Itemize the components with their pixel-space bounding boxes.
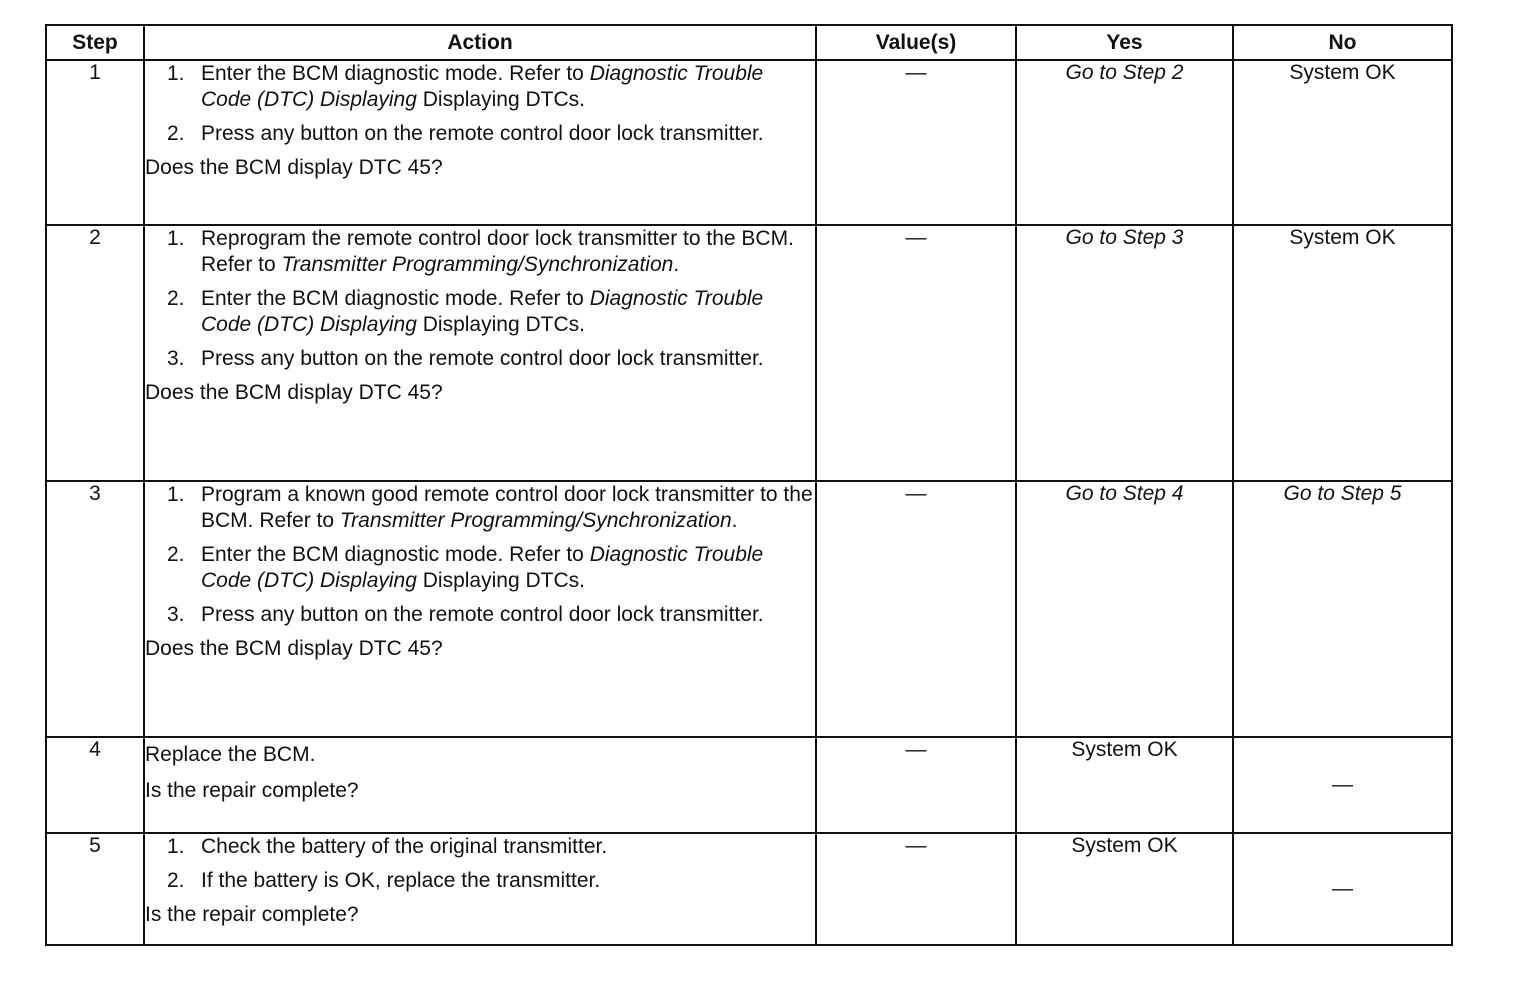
action-list bbox=[145, 482, 815, 628]
question: Is the repair complete? bbox=[145, 903, 359, 926]
action-cell bbox=[144, 737, 816, 833]
yes-cell: System OK bbox=[1016, 737, 1233, 833]
list-item: 2. Enter the BCM diagnostic mode. Refer to Diagnostic Trouble Code (DTC) Displaying Displaying DTCs. bbox=[167, 287, 764, 336]
value-cell: — bbox=[816, 737, 1016, 833]
table-row bbox=[46, 833, 1452, 945]
no-cell: — bbox=[1233, 737, 1452, 833]
no-cell: System OK bbox=[1233, 225, 1452, 481]
table-row bbox=[46, 60, 1452, 225]
question: Does the BCM display DTC 45? bbox=[145, 637, 443, 660]
action-text: Replace the BCM. bbox=[145, 743, 316, 766]
no-cell: Go to Step 5 bbox=[1233, 481, 1452, 737]
question: Does the BCM display DTC 45? bbox=[145, 156, 443, 179]
list-item: 1. Program a known good remote control door lock transmitter to the BCM. Refer to Transmitter Programming/Synchronization. bbox=[167, 483, 813, 532]
list-item: 1. Enter the BCM diagnostic mode. Refer to Diagnostic Trouble Code (DTC) Displaying Displaying DTCs. bbox=[167, 62, 764, 111]
list-item: 3. Press any button on the remote control door lock transmitter. bbox=[167, 347, 764, 370]
value-cell: — bbox=[816, 225, 1016, 481]
step-number: 2 bbox=[46, 225, 144, 481]
step-number: 5 bbox=[46, 833, 144, 945]
header-yes: Yes bbox=[1016, 25, 1233, 60]
no-cell: System OK bbox=[1233, 60, 1452, 225]
action-list bbox=[145, 61, 815, 147]
action-cell bbox=[144, 225, 816, 481]
action-cell bbox=[144, 481, 816, 737]
header-action: Action bbox=[144, 25, 816, 60]
yes-cell: Go to Step 3 bbox=[1016, 225, 1233, 481]
no-cell: — bbox=[1233, 833, 1452, 945]
question: Is the repair complete? bbox=[145, 779, 359, 802]
list-item: 1. Check the battery of the original transmitter. bbox=[167, 835, 608, 858]
table-row bbox=[46, 481, 1452, 737]
action-cell bbox=[144, 833, 816, 945]
yes-cell: Go to Step 2 bbox=[1016, 60, 1233, 225]
list-item: 3. Press any button on the remote control door lock transmitter. bbox=[167, 603, 764, 626]
step-number: 3 bbox=[46, 481, 144, 737]
header-step: Step bbox=[46, 25, 144, 60]
yes-cell: Go to Step 4 bbox=[1016, 481, 1233, 737]
value-cell: — bbox=[816, 60, 1016, 225]
header-no: No bbox=[1233, 25, 1452, 60]
action-list bbox=[145, 226, 815, 372]
question: Does the BCM display DTC 45? bbox=[145, 381, 443, 404]
list-item: 2. Press any button on the remote control door lock transmitter. bbox=[167, 122, 764, 145]
list-item: 2. If the battery is OK, replace the transmitter. bbox=[167, 869, 601, 892]
yes-cell: System OK bbox=[1016, 833, 1233, 945]
list-item: 1. Reprogram the remote control door lock transmitter to the BCM. Refer to Transmitter Programming/Synchronization. bbox=[167, 227, 794, 276]
action-list bbox=[145, 834, 815, 894]
action-cell bbox=[144, 60, 816, 225]
header-row bbox=[46, 25, 1452, 60]
step-number: 4 bbox=[46, 737, 144, 833]
value-cell: — bbox=[816, 833, 1016, 945]
table-row bbox=[46, 737, 1452, 833]
diagnostic-table bbox=[45, 24, 1453, 946]
value-cell: — bbox=[816, 481, 1016, 737]
table-row bbox=[46, 225, 1452, 481]
header-values: Value(s) bbox=[816, 25, 1016, 60]
step-number: 1 bbox=[46, 60, 144, 225]
list-item: 2. Enter the BCM diagnostic mode. Refer to Diagnostic Trouble Code (DTC) Displaying Displaying DTCs. bbox=[167, 543, 764, 592]
